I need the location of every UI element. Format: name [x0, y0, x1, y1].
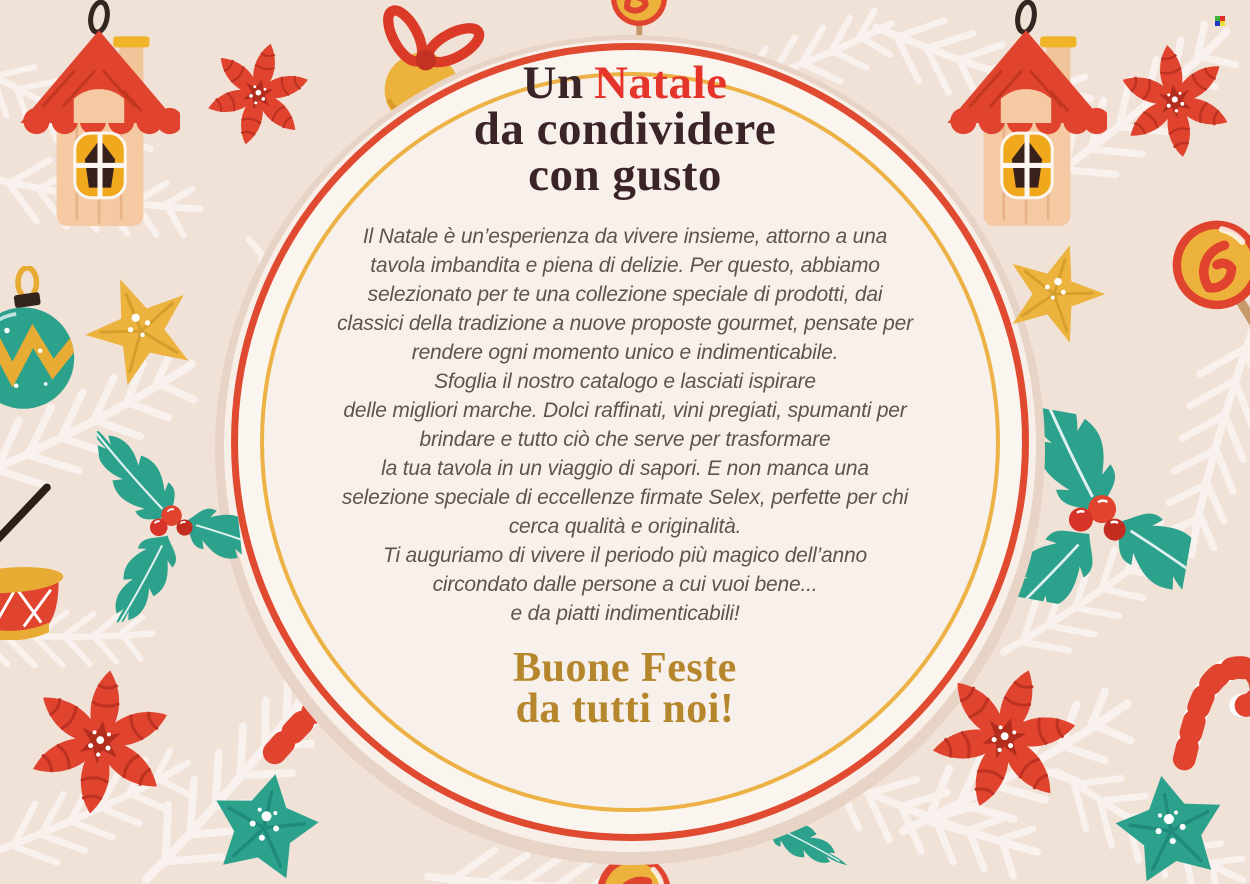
house-ornament-right-icon — [945, 0, 1107, 232]
house-ornament-left-icon — [18, 0, 180, 232]
title-natale: Natale — [593, 57, 728, 109]
intro-line: rendere ogni momento unico e indimenticabile. — [411, 341, 839, 364]
poinsettia-top-right-icon — [1106, 32, 1244, 170]
title-un: Un — [522, 57, 584, 109]
poinsettia-bottom-left-icon — [12, 654, 188, 830]
color-marker — [1215, 16, 1225, 26]
intro-line: e da piatti indimenticabili! — [510, 602, 740, 625]
intro-line: classici della tradizione a nuove proposte gourmet, pensate per — [337, 312, 913, 335]
intro-line: selezione speciale di eccellenze firmate Selex, perfette per chi — [341, 486, 909, 509]
title-line2: da condividere — [473, 103, 777, 155]
closing-line1: Buone Feste — [513, 645, 737, 691]
intro-line: delle migliori marche. Dolci raffinati, vini pregiati, spumanti per — [343, 399, 907, 422]
intro-line: Sfoglia il nostro catalogo e lasciati ispirare — [434, 370, 816, 393]
title-line3: con gusto — [528, 149, 722, 201]
intro-line: Ti auguriamo di vivere il periodo più magico dell’anno — [383, 544, 867, 567]
intro-line: Il Natale è un’esperienza da vivere insieme, attorno a una — [362, 225, 888, 248]
closing-line2: da tutti noi! — [515, 686, 735, 732]
intro-line: brindare e tutto ciò che serve per trasformare — [419, 428, 831, 451]
intro-line: cerca qualità e originalità. — [508, 515, 742, 538]
intro-line: selezionato per te una collezione speciale di prodotti, dai — [367, 283, 883, 306]
holly-left-icon — [96, 418, 247, 623]
drum-icon — [0, 468, 82, 640]
intro-line: circondato dalle persone a cui vuoi bene... — [432, 573, 818, 596]
intro-line: la tua tavola in un viaggio di sapori. E non manca una — [381, 457, 869, 480]
intro-line: tavola imbandita e piena di delizie. Per questo, abbiamo — [370, 254, 880, 277]
bauble-left-icon — [0, 266, 90, 418]
